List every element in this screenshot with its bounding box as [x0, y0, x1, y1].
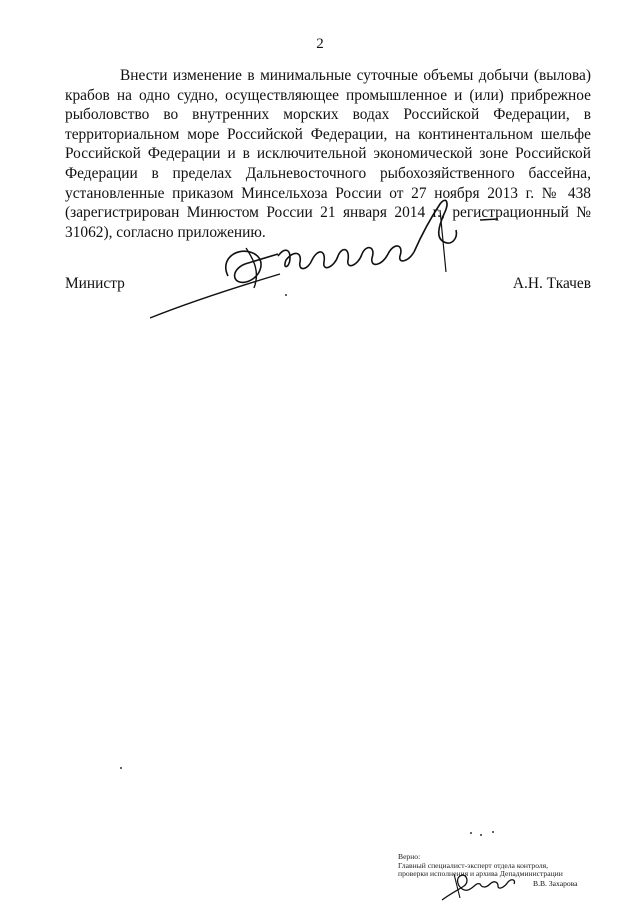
scan-speck	[470, 832, 472, 834]
certification-department: проверки исполнения и архива Депадминистрации	[398, 869, 563, 879]
certification-name: В.В. Захарова	[533, 879, 578, 888]
scan-speck	[120, 767, 122, 769]
scan-speck	[492, 831, 494, 833]
scan-speck	[480, 834, 482, 836]
scan-speck	[285, 294, 287, 296]
order-paragraph: Внести изменение в минимальные суточные объемы добычи (вылова) крабов на одно судно, осуществляющее промышленное и (или) прибрежное рыболовство во внутренних морских водах Российской Федерации, в территориальном море Российской Федерации, на континентальном шельфе Российской Федерации и в исключительной экономической зоне Российской Федерации в пределах Дальневосточного рыбохозяйственного бассейна, установленные приказом Минсельхоза России от 27 ноября 2013 г. № 438 (зарегистрирован Минюстом России 21 января 2014 г., регистрационный № 31062), согласно приложению.	[65, 67, 591, 241]
certification-verified: Верно:	[398, 852, 421, 861]
signatory-name: А.Н. Ткачев	[512, 275, 591, 292]
certifier-signature	[440, 868, 520, 902]
page-number: 2	[316, 36, 324, 52]
signatory-role: Министр	[65, 275, 125, 292]
certification-position: Главный специалист-эксперт отдела контроля,	[398, 860, 549, 870]
minister-signature	[150, 190, 510, 330]
